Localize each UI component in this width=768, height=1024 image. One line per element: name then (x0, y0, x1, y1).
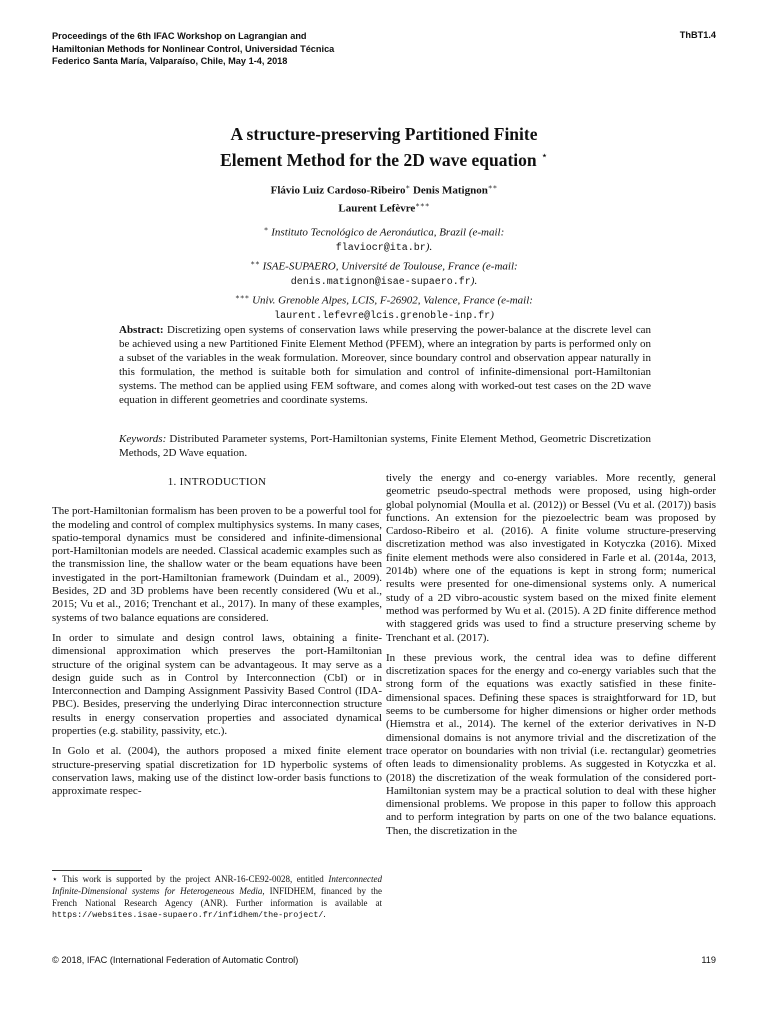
footnote-end: . (323, 909, 326, 920)
keywords (119, 432, 651, 460)
author-1-mark: ∗ (405, 183, 411, 191)
proceedings-header (52, 30, 492, 68)
affiliation-2-email-line (60, 274, 708, 290)
email-link[interactable]: denis.matignon@isae-supaero.fr (290, 276, 471, 288)
abstract-label: Abstract: (119, 324, 164, 336)
affiliation-close: ) (490, 308, 494, 321)
paper-title (60, 123, 708, 171)
affiliation-1-email-line (60, 240, 708, 256)
title-star-mark: ⋆ (541, 150, 548, 162)
footnote-url-link[interactable]: https://websites.isae-supaero.fr/infidhem/the-project/ (52, 910, 324, 921)
email-link[interactable]: flaviocr@ita.br (335, 242, 426, 254)
section-heading: 1. INTRODUCTION (167, 476, 267, 488)
affiliation-mark: ∗ (263, 225, 269, 233)
abstract-text: Discretizing open systems of conservation laws while preserving the power-balance at the discrete level can be achieved using a new Partitioned Finite Element Method (PFEM), where an integration by parts is performed only on a subset of the variables in the weak formulation. Moreover, since boundary control and observation appear naturally in this formulation, the method is suitable both for simulation and control of infinite-dimensional port-Hamiltonian systems. The method can be applied using FEM software, and comes along with worked-out test cases on the 2D wave equation in different geometries and coordinate systems. (119, 324, 651, 407)
author-2: Denis Matignon (412, 184, 488, 197)
paragraph: tively the energy and co-energy variables. More recently, general geometric pseudo-spectral methods were proposed, using high-order global polynomial (Moulla et al. (2012)) or Bessel (Vu et al. (2017)) basis functions. An extension for the piezoelectric beam was proposed by Cardoso-Ribeiro et al. (2016). A finite volume structure-preserving discretization method was also investigated in Kotyczka (2016). Mixed finite element methods were also considered in Farle et al. (2014a, 2013, 2014b) where one of the equations is kept in strong form; numerical results were presented for one-dimensional systems only. A numerical study of a 2D vibro-acoustic system based on the mixed finite element method was performed by Wu et al. (2015). A 2D finite difference method with staggered grids was used to find a structure preserving scheme by Trenchant et al. (2017). (386, 472, 716, 644)
keywords-label: Keywords: (119, 433, 167, 445)
right-column (386, 472, 716, 845)
left-column (52, 476, 382, 806)
proceedings-line: Proceedings of the 6th IFAC Workshop on Lagrangian and (52, 31, 307, 41)
author-1: Flávio Luiz Cardoso-Ribeiro (270, 184, 406, 197)
affiliation-text: Univ. Grenoble Alpes, LCIS, F-26902, Valence, France (e-mail: (252, 294, 533, 307)
proceedings-line: Hamiltonian Methods for Nonlinear Control, Universidad Técnica (52, 43, 335, 54)
copyright-footer: © 2018, IFAC (International Federation of Automatic Control) (52, 955, 299, 965)
session-code: ThBT1.4 (679, 30, 716, 40)
page-number: 119 (701, 955, 716, 965)
footnote-rule (52, 870, 142, 871)
author-line-2 (60, 198, 708, 216)
footnote-project-title: Interconnected Infinite-Dimensional systems for Heterogeneous Media (52, 874, 383, 896)
author-line-1 (60, 180, 708, 198)
title-line-2 (60, 145, 708, 171)
author-list (60, 180, 708, 215)
affiliation-close: ). (425, 240, 433, 253)
affiliation-3-email-line (60, 308, 708, 324)
paragraph: In Golo et al. (2004), the authors proposed a mixed finite element structure-preserving spatial discretization for 1D hyperbolic systems of conservation laws, making use of the distinct low-order basis functions to approximate respec- (52, 745, 382, 798)
paragraph: In these previous work, the central idea was to define different discretization spaces for the energy and co-energy variables such that the strong form of the equations was exactly satisfied in these finite-dimensional spaces. Defining these spaces is straightforward for 1D, but seems to be cumbersome for higher dimensions or higher order methods (Hiemstra et al., 2014). The kernel of the exterior derivatives in N-D dimensional domains is not anymore trivial and the discretization of the trace operator on boundaries with non trivial (i.e. rectangular) geometries often leads to dimensionality problems. As suggested in Kotyczka et al. (2018) the discretization of the weak formulation of the considered port-Hamiltonian system may be a practical solution to deal with these higher dimensional problems. We propose in this paper to follow this approach and to perform integration by parts on one of the two balance equations. Then, the discretization in the (386, 651, 716, 837)
proceedings-line: Federico Santa María, Valparaíso, Chile, May 1-4, 2018 (52, 56, 288, 66)
title-line-2-text: Element Method for the 2D wave equation (220, 149, 537, 170)
affiliation-2 (60, 256, 708, 274)
keywords-text: Distributed Parameter systems, Port-Hamiltonian systems, Finite Element Method, Geometric Discretization Methods, 2D Wave equation. (119, 433, 651, 460)
affiliation-text: Instituto Tecnológico de Aeronáutica, Brazil (e-mail: (271, 226, 505, 239)
affiliation-text: ISAE-SUPAERO, Université de Toulouse, France (e-mail: (262, 260, 518, 273)
footnote-text: This work is supported by the project ANR-16-CE92-0028, entitled (62, 874, 324, 884)
affiliations (60, 222, 708, 324)
footnote (52, 874, 382, 922)
affiliation-1 (60, 222, 708, 240)
affiliation-mark: ∗∗∗ (235, 293, 250, 302)
author-3-mark: ∗∗∗ (415, 200, 430, 209)
abstract (119, 323, 651, 408)
paragraph: The port-Hamiltonian formalism has been proven to be a powerful tool for the modeling and control of complex multiphysics systems. In many cases, spatio-temporal dynamics must be considered and infinite-dimensional port-Hamiltonian models are needed. Classical academic examples such as the transmission line, the shallow water or the beam equations have been investigated in the port-Hamiltonian framework (Duindam et al., 2009). Besides, 2D and 3D problems have been recently considered (Wu et al., 2015; Vu et al., 2016; Trenchant et al., 2017). In many of these examples, systems of two balance equations are considered. (52, 505, 382, 624)
author-3: Laurent Lefèvre (338, 202, 416, 215)
footnote-text: , INFIDHEM, financed by the French National Research Agency (ANR). Further information is available at (52, 885, 382, 908)
affiliation-close: ). (470, 274, 478, 287)
paragraph: In order to simulate and design control laws, obtaining a finite-dimensional approximation which preserves the port-Hamiltonian structure of the original system can be advantageous. It may serve as a design guide such as in Control by Interconnection (CbI) or in Interconnection and Damping Assignment Passivity Based Control (IDA-PBC). Besides, preserving the underlying Dirac interconnection structure results in energy conservation properties and associated dynamical properties (e.g. stability, passivity, etc.). (52, 631, 382, 738)
affiliation-3 (60, 290, 708, 308)
footnote-mark: ⋆ (52, 874, 58, 884)
author-2-mark: ∗∗ (487, 183, 498, 191)
email-link[interactable]: laurent.lefevre@lcis.grenoble-inp.fr (274, 310, 491, 322)
title-line-1: A structure-preserving Partitioned Finite (230, 124, 538, 144)
affiliation-mark: ∗∗ (250, 259, 260, 268)
